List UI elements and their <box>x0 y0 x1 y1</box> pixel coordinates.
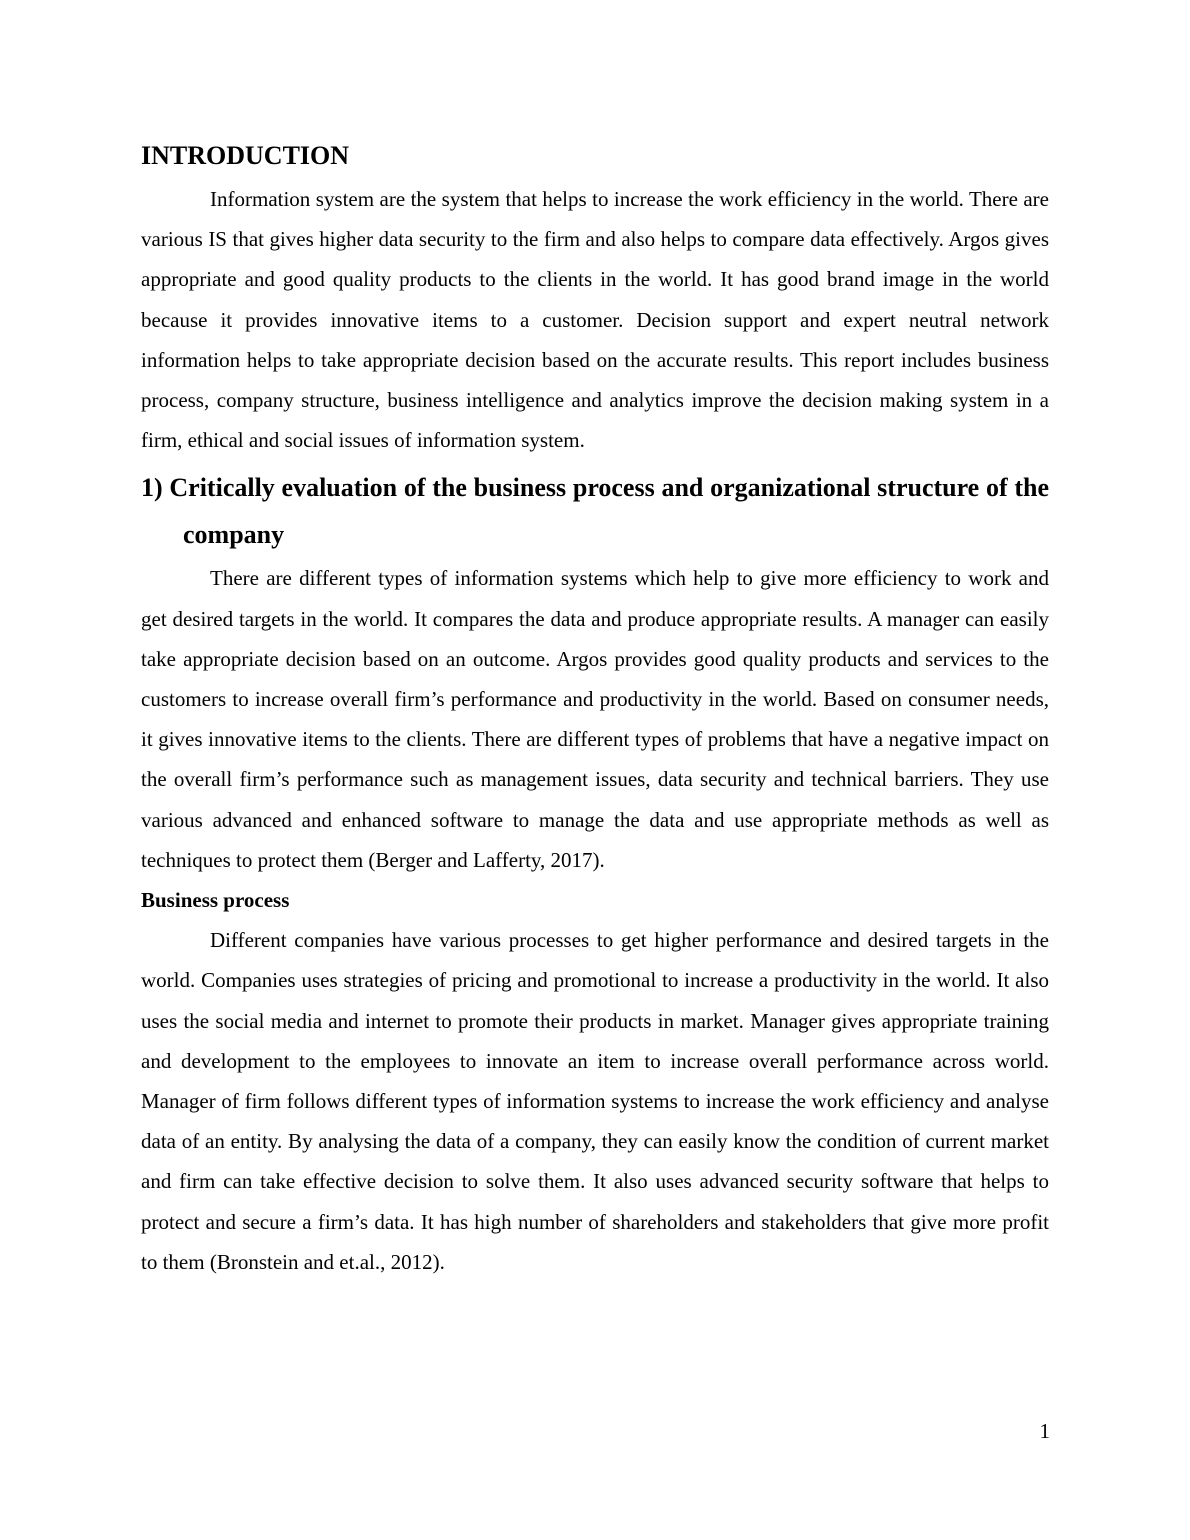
section1-heading: 1) Critically evaluation of the business process and organizational structure of the company <box>141 473 1049 550</box>
intro-heading: INTRODUCTION <box>141 141 350 170</box>
section1-paragraph: There are different types of information systems which help to give more efficiency to work and get desired targets in the world. It compares the data and produce appropriate results. A manager can easily take appropriate decision based on an outcome. Argos provides good quality products and services to the customers to increase overall firm’s performance and productivity in the world. Based on consumer needs, it gives innovative items to the clients. There are different types of problems that have a negative impact on the overall firm’s performance such as management issues, data security and technical barriers. They use various advanced and enhanced software to manage the data and use appropriate methods as well as techniques to protect them (Berger and Lafferty, 2017). <box>141 566 1049 872</box>
business-process-paragraph: Different companies have various processes to get higher performance and desired targets in the world. Companies uses strategies of pricing and promotional to increase a productivity in the world. It also uses the social media and internet to promote their products in market. Manager gives appropriate training and development to the employees to innovate an item to increase overall performance across world. Manager of firm follows different types of information systems to increase the work efficiency and analyse data of an entity. By analysing the data of a company, they can easily know the condition of current market and firm can take effective decision to solve them. It also uses advanced security software that helps to protect and secure a firm’s data. It has high number of shareholders and stakeholders that give more profit to them (Bronstein and et.al., 2012). <box>141 928 1049 1274</box>
business-process-heading: Business process <box>141 888 290 913</box>
page-number: 1 <box>1039 1419 1050 1443</box>
intro-paragraph: Information system are the system that helps to increase the work efficiency in the world. There are various IS that gives higher data security to the firm and also helps to compare data effectively. Argos gives appropriate and good quality products to the clients in the world. It has good brand image in the world because it provides innovative items to a customer. Decision support and expert neutral network information helps to take appropriate decision based on the accurate results. This report includes business process, company structure, business intelligence and analytics improve the decision making system in a firm, ethical and social issues of information system. <box>141 187 1049 453</box>
page-content <box>141 137 1049 1282</box>
